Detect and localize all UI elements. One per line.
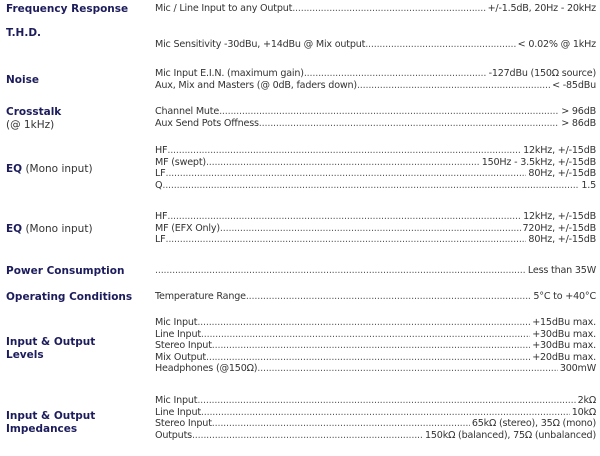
section-label	[6, 106, 156, 132]
dot-leader	[212, 418, 470, 430]
section-subtitle: (Mono input)	[22, 223, 93, 235]
dot-leader	[165, 168, 526, 180]
section-subtitle: (Mono input)	[22, 163, 93, 175]
section-label	[6, 291, 156, 304]
spec-key: Stereo Input	[155, 418, 212, 430]
section-title: Input & Output Levels	[6, 336, 96, 361]
dot-leader	[155, 265, 526, 277]
spec-line	[155, 211, 596, 223]
dot-leader	[165, 234, 526, 246]
dot-leader	[357, 80, 550, 92]
section-label	[6, 3, 156, 16]
section-label	[6, 74, 156, 87]
section-subtitle: (@ 1kHz)	[6, 119, 55, 131]
spec-value: > 86dB	[561, 117, 596, 129]
dot-leader	[197, 395, 575, 407]
dot-leader	[162, 180, 579, 192]
section-title: Power Consumption	[6, 265, 125, 277]
spec-key: Aux Send Pots Offness	[155, 117, 259, 129]
spec-line	[155, 39, 596, 51]
spec-key: Aux, Mix and Masters (@ 0dB, faders down)	[155, 79, 357, 91]
spec-line	[155, 418, 596, 430]
spec-value: +30dBu max.	[532, 340, 596, 352]
spec-value: 10kΩ	[571, 406, 596, 418]
spec-value: < -85dBu	[552, 79, 596, 91]
spec-key: Mic Input E.I.N. (maximum gain)	[155, 68, 304, 79]
dot-leader	[192, 430, 423, 442]
spec-line	[155, 329, 596, 341]
spec-value: < 0.02% @ 1kHz	[517, 39, 596, 50]
spec-key: Mic Input	[155, 395, 198, 406]
dot-leader	[197, 317, 530, 329]
spec-line	[155, 180, 596, 192]
section-title: EQ	[6, 163, 23, 175]
spec-value: -127dBu (150Ω source)	[488, 68, 596, 79]
spec-key: MF (swept)	[155, 156, 206, 168]
spec-value: 720Hz, +/-15dB	[522, 222, 596, 234]
dot-leader	[212, 340, 530, 352]
spec-key: Mic Input	[155, 317, 198, 328]
spec-line	[155, 265, 596, 277]
section-title: Frequency Response	[6, 3, 129, 15]
spec-line	[155, 363, 596, 375]
dot-leader	[365, 39, 515, 51]
dot-leader	[201, 407, 570, 419]
spec-line	[155, 352, 596, 364]
spec-value: 1.5	[581, 179, 596, 191]
spec-line	[155, 395, 596, 407]
spec-key: Mic Sensitivity -30dBu, +14dBu @ Mix output	[155, 39, 366, 50]
dot-leader	[206, 352, 530, 364]
dot-leader	[220, 223, 521, 235]
spec-key: Headphones (@150Ω)	[155, 363, 258, 375]
spec-key: Mic / Line Input to any Output	[155, 3, 293, 14]
dot-leader	[206, 157, 480, 169]
section-title: Crosstalk	[6, 106, 62, 118]
section-title: T.H.D.	[6, 27, 42, 39]
spec-line	[155, 145, 596, 157]
dot-leader	[292, 3, 485, 15]
section-title: Input & Output Impedances	[6, 410, 96, 435]
dot-leader	[246, 291, 532, 303]
spec-key: Line Input	[155, 328, 201, 340]
section-label	[6, 223, 156, 236]
spec-line	[155, 106, 596, 118]
spec-key: HF	[155, 145, 168, 156]
dot-leader	[219, 106, 559, 118]
dot-leader	[304, 68, 487, 80]
section-label	[6, 265, 156, 278]
spec-value: 12kHz, +/-15dB	[523, 145, 596, 156]
spec-value: 65kΩ (stereo), 35Ω (mono)	[471, 418, 596, 430]
spec-value: 80Hz, +/-15dB	[528, 234, 596, 246]
dot-leader	[257, 363, 558, 375]
spec-line	[155, 234, 596, 246]
spec-line	[155, 317, 596, 329]
section-label	[6, 336, 106, 362]
spec-value: 150kΩ (balanced), 75Ω (unbalanced)	[425, 429, 596, 441]
spec-key: MF (EFX Only)	[155, 222, 220, 234]
dot-leader	[201, 329, 530, 341]
spec-line	[155, 223, 596, 235]
section-title: Operating Conditions	[6, 291, 133, 303]
spec-value: +20dBu max.	[532, 351, 596, 363]
spec-value: 80Hz, +/-15dB	[528, 168, 596, 180]
spec-value: 300mW	[559, 363, 596, 375]
dot-leader	[167, 145, 521, 157]
spec-value: +/-1.5dB, 20Hz - 20kHz	[487, 3, 596, 14]
spec-key: HF	[155, 211, 168, 222]
spec-key: Channel Mute	[155, 106, 220, 117]
spec-key: Outputs	[155, 429, 192, 441]
dot-leader	[167, 211, 521, 223]
spec-key: LF	[155, 234, 166, 246]
spec-key: LF	[155, 168, 166, 180]
section-label	[6, 27, 156, 40]
section-label	[6, 410, 106, 436]
spec-key: Stereo Input	[155, 340, 212, 352]
spec-line	[155, 80, 596, 92]
spec-value: 2kΩ	[577, 395, 596, 406]
spec-key: Q	[155, 179, 163, 191]
spec-key: Mix Output	[155, 351, 206, 363]
spec-line	[155, 407, 596, 419]
spec-key: Line Input	[155, 406, 201, 418]
spec-value: 12kHz, +/-15dB	[523, 211, 596, 222]
section-title: EQ	[6, 223, 23, 235]
spec-line	[155, 168, 596, 180]
dot-leader	[259, 118, 559, 130]
spec-value: +15dBu max.	[532, 317, 596, 328]
spec-line	[155, 3, 596, 15]
spec-value: 5°C to +40°C	[533, 291, 596, 302]
spec-value: 150Hz - 3.5kHz, +/-15dB	[481, 156, 596, 168]
spec-line	[155, 157, 596, 169]
section-title: Noise	[6, 74, 39, 86]
spec-line	[155, 68, 596, 80]
spec-value: Less than 35W	[527, 265, 596, 276]
spec-line	[155, 291, 596, 303]
section-label	[6, 163, 156, 176]
spec-line	[155, 340, 596, 352]
spec-key: Temperature Range	[155, 291, 246, 302]
spec-line	[155, 118, 596, 130]
spec-line	[155, 430, 596, 442]
spec-value: > 96dB	[561, 106, 596, 117]
spec-value: +30dBu max.	[532, 328, 596, 340]
